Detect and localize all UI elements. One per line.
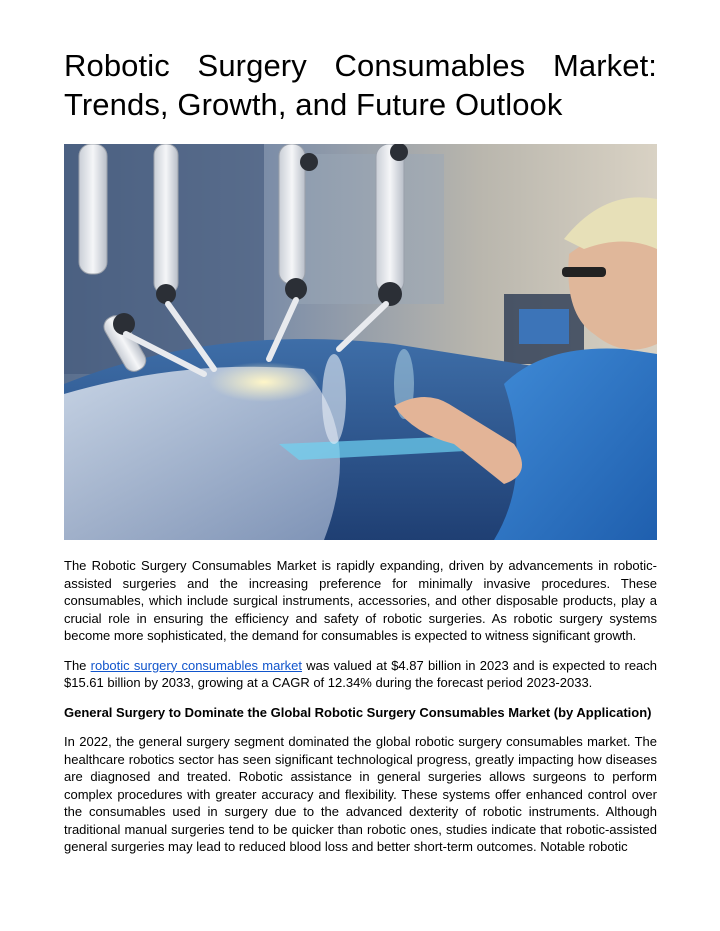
market-value-paragraph (64, 657, 657, 692)
page-title: Robotic Surgery Consumables Market: Trends, Growth, and Future Outlook (64, 48, 657, 122)
section-heading: General Surgery to Dominate the Global Robotic Surgery Consumables Market (by Application) (64, 704, 652, 720)
document-page (64, 46, 657, 856)
market-paragraph-suffix: was valued at $4.87 billion in 2023 and is expected to reach $15.61 billion by 2033, growing at a CAGR of 12.34% during the forecast period 2023-2033. (64, 657, 658, 690)
market-paragraph-prefix: The (64, 657, 91, 673)
section-paragraph: In 2022, the general surgery segment dominated the global robotic surgery consumables market. The healthcare robotics sector has seen significant technological progress, greatly impacting how diseases are diagnosed and treated. Robotic assistance in general surgeries allows surgeons to perform complex procedures with greater accuracy and flexibility. These systems offer enhanced control over the consumables used in surgery due to the advanced dexterity of robotic instruments. Although traditional manual surgeries tend to be quicker than robotic ones, studies indicate that robotic-assisted general surgeries may lead to reduced blood loss and better short-term outcomes. Notable robotic (64, 734, 657, 854)
hero-image (64, 144, 657, 540)
intro-paragraph: The Robotic Surgery Consumables Market is rapidly expanding, driven by advancements in robotic-assisted surgeries and the increasing preference for minimally invasive procedures. These consumables, which include surgical instruments, accessories, and other disposable products, play a crucial role in ensuring the efficiency and safety of robotic surgeries. As robotic surgery systems become more sophisticated, the demand for consumables is expected to witness significant growth. (64, 558, 657, 643)
market-report-link[interactable]: robotic surgery consumables market (90, 657, 303, 673)
